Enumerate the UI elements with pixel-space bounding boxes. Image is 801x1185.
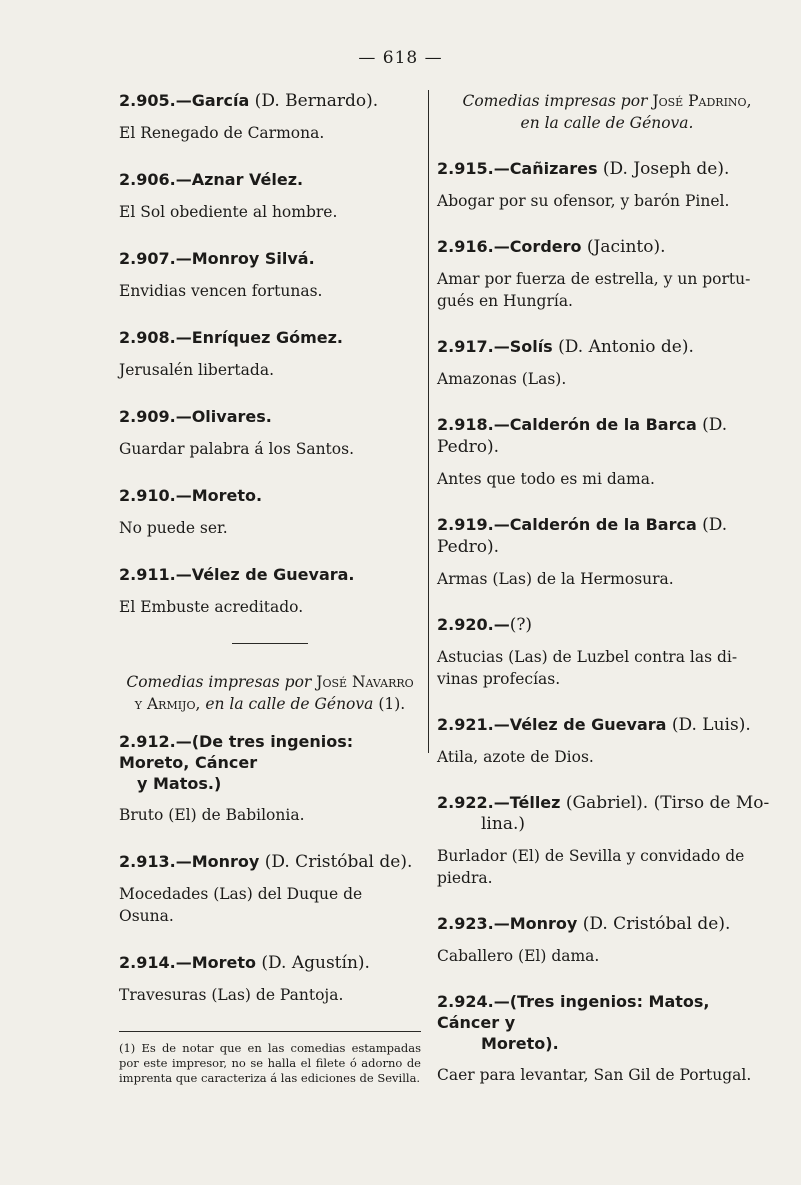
entry-heading: 2.908.—Enríquez Gómez. [119,328,343,347]
catalog-entry [437,614,777,690]
entry-title: El Embuste acreditado. [119,598,304,616]
catalog-entry [119,248,421,302]
catalog-entry-2912 [119,731,421,826]
entry-heading: 2.922.—Téllez (Gabriel). (Tirso de Mo- lina.) [437,793,770,834]
entry-heading: 2.905.—García (D. Bernardo). [119,91,379,111]
entry-heading: 2.909.—Olivares. [119,407,272,426]
catalog-entry [119,952,421,1006]
page-number: — 618 — [358,48,443,68]
section-heading-padrino: Comedias impresas por José Padrino, en la calle de Génova. [462,92,752,132]
catalog-entry [437,158,777,212]
entry-title: Antes que todo es mi dama. [437,470,655,488]
entry-heading: 2.920.—(?) [437,615,533,635]
entry-heading: 2.906.—Aznar Vélez. [119,170,304,189]
entry-title: Amazonas (Las). [437,370,567,388]
catalog-entry-2924 [437,991,777,1086]
catalog-entry [119,169,421,223]
left-column [119,90,421,1086]
catalog-entry [437,514,777,590]
entry-title: Envidias vencen fortunas. [119,282,323,300]
entry-heading: 2.923.—Monroy (D. Cristóbal de). [437,914,731,934]
entry-title: Bruto (El) de Babilonia. [119,806,305,824]
catalog-entry [437,414,777,490]
catalog-entry [437,714,777,768]
entry-heading: 2.911.—Vélez de Guevara. [119,565,355,584]
entry-heading: 2.924.—(Tres ingenios: Matos, Cáncer y Moreto). [437,992,710,1053]
entry-title: Astucias (Las) de Luzbel contra las di- vinas profecías. [437,648,738,688]
entry-title: Armas (Las) de la Hermosura. [437,570,674,588]
entry-title: No puede ser. [119,519,228,537]
entry-title: Mocedades (Las) del Duque de Osuna. [119,885,363,925]
entry-title: Caballero (El) dama. [437,947,600,965]
column-divider [428,90,429,753]
entry-title: Jerusalén libertada. [119,361,274,379]
catalog-entry-2922 [437,792,777,889]
catalog-entry [119,564,421,618]
entry-heading: 2.916.—Cordero (Jacinto). [437,237,666,257]
catalog-entry-2923 [437,913,777,967]
entry-title: Guardar palabra á los Santos. [119,440,354,458]
catalog-entry [119,851,421,927]
entry-title: El Sol obediente al hombre. [119,203,338,221]
catalog-entry [119,485,421,539]
catalog-entry [119,327,421,381]
right-column [437,90,777,1110]
entry-heading: 2.912.—(De tres ingenios: Moreto, Cáncer y Matos.) [119,732,354,793]
catalog-entry [437,236,777,312]
entry-title: Atila, azote de Dios. [437,748,594,766]
entry-title: Caer para levantar, San Gil de Portugal. [437,1066,752,1084]
catalog-entry [119,406,421,460]
entry-title: Amar por fuerza de estrella, y un portu- gués en Hungría. [437,270,751,310]
entry-title: El Renegado de Carmona. [119,124,325,142]
section-separator [232,643,308,644]
entry-title: Burlador (El) de Sevilla y convidado de piedra. [437,847,745,887]
section-heading-navarro: Comedias impresas por José Navarro y Armijo, en la calle de Génova (1). [126,673,414,713]
entry-heading: 2.910.—Moreto. [119,486,263,505]
footnote-rule [119,1031,421,1032]
entry-heading: 2.919.—Calderón de la Barca (D. Pedro). [437,515,728,557]
entry-heading: 2.914.—Moreto (D. Agustín). [119,953,370,973]
entry-heading: 2.918.—Calderón de la Barca (D. Pedro). [437,415,728,457]
entry-heading: 2.913.—Monroy (D. Cristóbal de). [119,852,413,872]
entry-title: Travesuras (Las) de Pantoja. [119,986,344,1004]
catalog-entry [119,90,421,144]
entry-title: Abogar por su ofensor, y barón Pinel. [437,192,730,210]
entry-heading: 2.921.—Vélez de Guevara (D. Luis). [437,715,751,735]
entry-heading: 2.917.—Solís (D. Antonio de). [437,337,694,357]
catalog-entry [437,336,777,390]
entry-heading: 2.915.—Cañizares (D. Joseph de). [437,159,730,179]
entry-heading: 2.907.—Monroy Silvá. [119,249,315,268]
footnote: (1) Es de notar que en las comedias estampadas por este impresor, no se halla el filete ó adorno de imprenta que caracteriza á las ediciones de Sevilla. [119,1041,421,1085]
